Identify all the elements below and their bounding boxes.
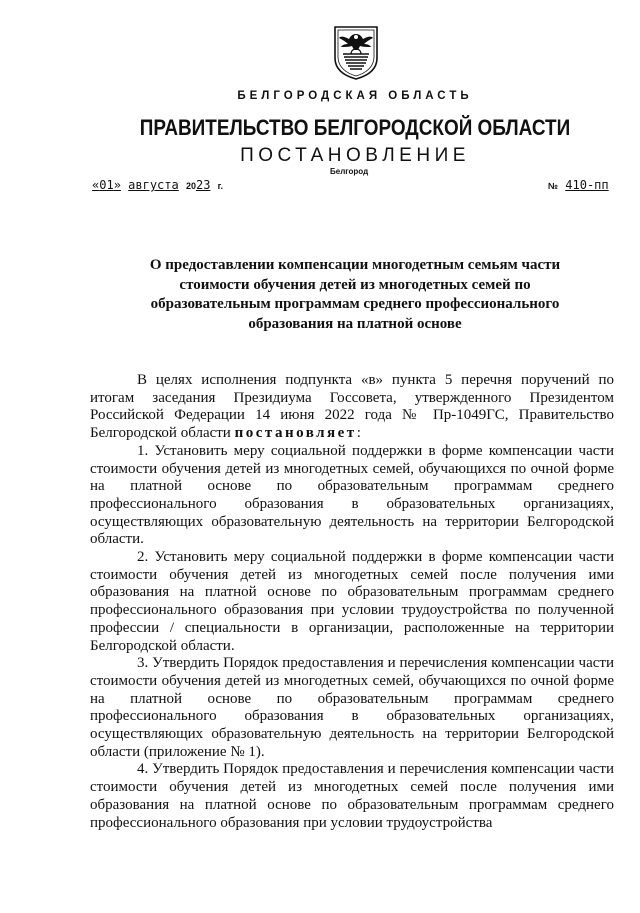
document-number — [548, 178, 609, 192]
date-month: августа — [128, 178, 179, 192]
date-year-unit: г. — [217, 181, 224, 191]
paragraph-1: 1. Установить меру социальной поддержки в форме компенсации части стоимости обучения детей из многодетных семей, обучающихся по очной форме на платной основе по образовательным программам среднего профессионального образования в образовательных организациях, осуществляющих образовательную деятельность на территории Белгородской области. — [90, 442, 614, 548]
number-value: 410-пп — [565, 178, 609, 192]
government-name: ПРАВИТЕЛЬСТВО БЕЛГОРОДСКОЙ ОБЛАСТИ — [139, 115, 571, 140]
paragraph-2: 2. Установить меру социальной поддержки в форме компенсации части стоимости обучения детей из многодетных семей после получения ими образования на платной основе по образовательным программам среднего профессионального образования при условии трудоустройства по полученной профессии / специальности в организации, расположенные на территории Белгородской области. — [90, 549, 614, 654]
document-body — [90, 372, 614, 832]
date-year-prefix: 20 — [185, 181, 196, 191]
city-name: Белгород — [330, 167, 369, 176]
number-prefix: № — [548, 181, 559, 191]
document-type: ПОСТАНОВЛЕНИЕ — [240, 145, 470, 166]
paragraph-3: 3. Утвердить Порядок предоставления и перечисления компенсации части стоимости обучения детей из многодетных семей, обучающихся по очной форме на платной основе по образовательным программам среднего профессионального образования в образовательных организациях, осуществляющих образовательную деятельность на территории Белгородской области (приложение № 1). — [90, 655, 614, 760]
preamble-decree-word: постановляет — [234, 425, 357, 442]
preamble-paragraph — [90, 372, 614, 443]
coat-of-arms-emblem — [331, 24, 381, 80]
preamble-text: В целях исполнения подпункта «в» пункта 5 перечня поручений по итогам заседания Президиума Госсовета, утвержденного Президентом Российской Федерации 14 июня 2022 года № Пр-1049ГС, Правительство Белгородской области — [90, 372, 614, 442]
document-title: О предоставлении компенсации многодетным семьям части стоимости обучения детей из многодетных семей по образовательным программам среднего профессионального образования на платной основе — [149, 257, 561, 332]
document-date: «01» августа 2023 г. — [92, 178, 224, 192]
paragraph-4: 4. Утвердить Порядок предоставления и перечисления компенсации части стоимости обучения детей из многодетных семей после получения ими образования на платной основе по образовательным программам среднего профессионального образования при условии трудоустройства — [90, 761, 614, 831]
date-year-suffix: 23 — [195, 178, 211, 192]
preamble-end: : — [356, 425, 361, 442]
region-name: БЕЛГОРОДСКАЯ ОБЛАСТЬ — [237, 90, 473, 102]
date-day: 01 — [99, 178, 114, 192]
